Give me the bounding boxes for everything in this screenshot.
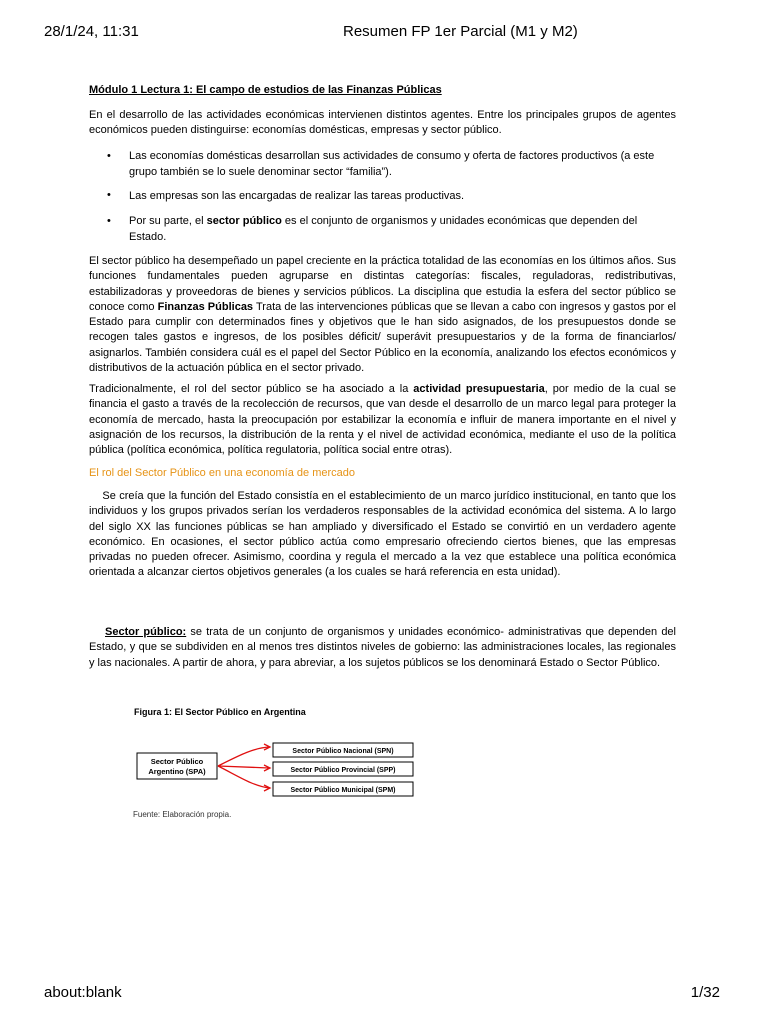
bullet-item-households: Las economías domésticas desarrollan sus actividades de consumo y oferta de factores productivos (a este grupo también se lo suele denominar sector “familia”).: [129, 150, 655, 178]
text-span: se trata de un conjunto de organismos y unidades económico- administrativas que dependen del Estado, y que se subdividen en al menos tres distintos niveles de gobierno: las administraciones locales, las regionales y las nacionales. A partir de ahora, y para abreviar, a los sujetos públicos se los denominará Estado o Sector Público.: [89, 626, 676, 669]
bullet-dot: •: [107, 150, 111, 162]
bold-term: actividad presupuestaria: [413, 383, 545, 395]
section-heading: Módulo 1 Lectura 1: El campo de estudios de las Finanzas Públicas: [89, 84, 442, 96]
print-date: 28/1/24, 11:31: [44, 23, 139, 40]
bold-term: sector público: [206, 215, 282, 227]
paragraph-state-role: Se creía que la función del Estado consistía en el establecimiento de un marco jurídico institucional, en tanto que los individuos y los grupos privados serían los verdaderos responsables de la actividad económica del sistema. A lo largo del siglo XX las funciones públicas se han ampliado y diversificado el Estado se convirtió en un verdadero agente económico. En ocasiones, el sector público actúa como empresario ofreciendo ciertos bienes, que las empresas privadas no pueden ofrecer. Asimismo, coordina y regula el mercado a la vez que establece una política económica orientada a alcanzar ciertos objetivos generales (a los cuales se hará referencia en esta unidad).: [89, 490, 680, 579]
paragraph-public-sector-definition: [89, 625, 676, 671]
child-label-provincial: Sector Público Provincial (SPP): [290, 767, 396, 774]
text-span: , por medio de la cual se financia el gasto a través de la recolección de recursos, que van desde el desarrollo de un marco legal para proteger la economía de mercado, hasta la preocupación por estabilizar la economía e influir de manera importante en el nivel y asignación de los recursos, la distribución de la renta y el nivel de actividad económica, mediante el uso de la política pública (política económica, política regulatoria, política social entre otras).: [89, 383, 676, 457]
connector-arrows: [218, 744, 270, 791]
figure-diagram: [128, 704, 428, 824]
figure-source: Fuente: Elaboración propia.: [133, 810, 232, 819]
subheading-market-role: El rol del Sector Público en una economía de mercado: [89, 467, 355, 479]
root-label-line1: Sector Público: [150, 757, 204, 766]
text-span: es el conjunto de organismos y unidades económicas que dependen del Estado.: [129, 215, 638, 243]
text-span: Tradicionalmente, el rol del sector público se ha asociado a la: [89, 383, 414, 395]
text-span: Trata de las intervenciones públicas que se llevan a cabo con ingresos y gastos por el Estado para cumplir con determinados fines y objetivos que le han sido asignados, de los presupuestos donde se recogen tales gastos e ingresos, de los posibles déficit/ superávit presupuestarios y de la forma de financiarlos/ asignarlos. También considera cuál es el papel del Sector Público en la economía, analizando los efectos económicos y distributivos de la actuación pública en el sector privado.: [89, 300, 677, 375]
bullet-dot: •: [107, 189, 111, 201]
paragraph-budget-activity: [89, 382, 676, 458]
child-label-national: Sector Público Nacional (SPN): [292, 748, 394, 755]
underlined-term: Sector público:: [105, 626, 187, 638]
page-number: 1/32: [690, 984, 720, 1001]
arrow-to-provincial: [218, 766, 269, 768]
child-label-municipal: Sector Público Municipal (SPM): [290, 787, 396, 794]
bullet-dot: •: [107, 215, 111, 227]
figure-title: Figura 1: El Sector Público en Argentina: [134, 707, 306, 717]
text-span: Por su parte, el: [129, 215, 207, 227]
bullet-item-companies: Las empresas son las encargadas de realizar las tareas productivas.: [129, 190, 465, 202]
figure-public-sector-argentina: [128, 704, 428, 824]
footer-url: about:blank: [44, 984, 122, 1001]
arrow-to-municipal: [218, 766, 269, 788]
bold-term: Finanzas Públicas: [157, 300, 254, 313]
document-title: Resumen FP 1er Parcial (M1 y M2): [343, 23, 578, 40]
root-label-line2: Argentino (SPA): [148, 767, 206, 776]
arrow-to-national: [218, 747, 269, 766]
intro-paragraph: En el desarrollo de las actividades económicas intervienen distintos agentes. Entre los principales grupos de agentes económicos pueden distinguirse: economías domésticas, empresas y sector público.: [89, 109, 676, 137]
paragraph-public-finance: [89, 254, 676, 376]
bullet-item-public-sector: [129, 214, 676, 245]
text-span: El sector público ha desempeñado un papel creciente en la práctica totalidad de las economías en los últimos años. Sus funciones fundamentales pueden agruparse en distintas categorías: fiscales, reguladoras, redistributivas, estabilizadoras y proveedoras de bienes y servicios públicos. La disciplina que estudia la esfera del sector público se conoce como: [89, 255, 676, 313]
